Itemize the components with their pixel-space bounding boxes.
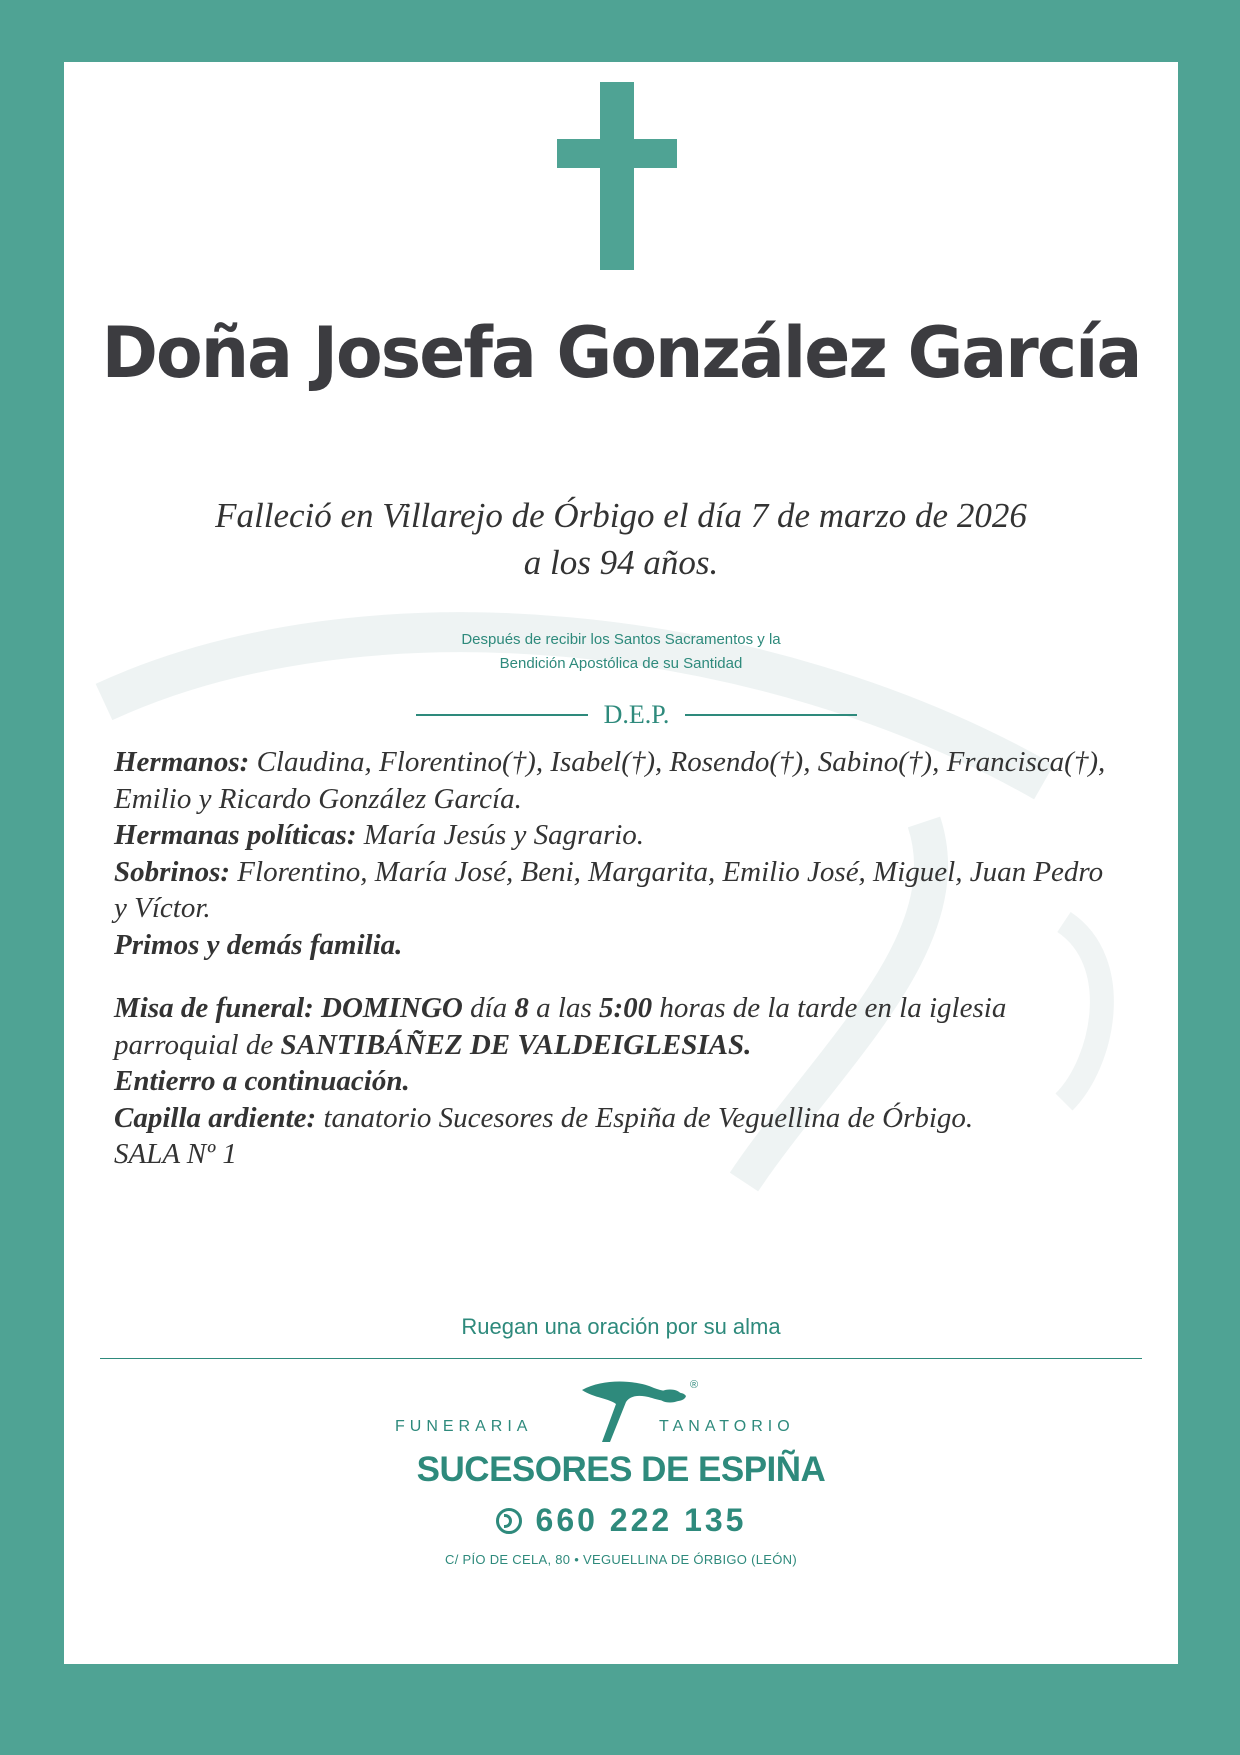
- phone-icon: [496, 1508, 522, 1534]
- nephews-text: Florentino, María José, Beni, Margarita, Emilio José, Miguel, Juan Pedro y Víctor.: [114, 855, 1104, 924]
- sacrament-note: [64, 628, 1178, 676]
- dep-text: D.E.P.: [603, 700, 670, 729]
- death-line-2: a los 94 años.: [523, 543, 719, 582]
- mass-day: DOMINGO: [321, 992, 463, 1024]
- phone-row: [64, 1502, 1178, 1539]
- siblings-label: Hermanos:: [114, 746, 250, 778]
- phone-number[interactable]: 660 222 135: [535, 1502, 747, 1538]
- inlaws-text: María Jesús y Sagrario.: [356, 819, 645, 851]
- company-address: C/ PÍO DE CELA, 80 • VEGUELLINA DE ÓRBIGO (LEÓN): [445, 1552, 797, 1567]
- room-entry: SALA Nº 1: [114, 1138, 237, 1170]
- nephews-entry: [114, 854, 1114, 927]
- prayer-request: Ruegan una oración por su alma: [461, 1314, 781, 1339]
- mass-date: 8: [514, 992, 529, 1024]
- burial-text: Entierro a continuación.: [114, 1065, 410, 1097]
- inlaws-label: Hermanas políticas:: [114, 819, 357, 851]
- footer-divider: [100, 1358, 1142, 1359]
- mass-text-1: día: [462, 992, 515, 1024]
- deceased-name: Doña Josefa González García: [101, 312, 1141, 394]
- sacrament-line-2: Bendición Apostólica de su Santidad: [499, 655, 743, 672]
- funeraria-label: FUNERARIA: [395, 1418, 533, 1435]
- tanatorio-label: TANATORIO: [659, 1418, 795, 1435]
- nephews-label: Sobrinos:: [114, 855, 231, 888]
- sacrament-line-1: Después de recibir los Santos Sacramentos y la: [461, 631, 781, 648]
- siblings-text: Claudina, Florentino(†), Isabel(†), Rosendo(†), Sabino(†), Francisca(†), Emilio y Ricardo González García.: [114, 746, 1106, 815]
- mass-text-2: a las: [528, 992, 599, 1024]
- chapel-entry: [114, 1100, 1124, 1137]
- inlaws-entry: [114, 817, 1114, 854]
- funeral-details: [114, 990, 1124, 1173]
- dep-line-right: [685, 714, 857, 716]
- registered-mark: ®: [690, 1379, 699, 1391]
- mass-text-3: horas de la tarde en la iglesia parroquial de: [114, 992, 1007, 1061]
- chapel-text: tanatorio Sucesores de Espiña de Veguellina de Órbigo.: [316, 1101, 974, 1134]
- mass-time: 5:00: [599, 992, 653, 1024]
- cousins-entry: [114, 927, 1114, 964]
- cousins-text: Primos y demás familia.: [114, 928, 403, 961]
- burial-entry: [114, 1063, 1124, 1100]
- obituary-sheet: [64, 62, 1178, 1664]
- siblings-entry: [114, 744, 1114, 817]
- company-name: SUCESORES DE ESPIÑA: [416, 1450, 826, 1489]
- chapel-label: Capilla ardiente:: [114, 1101, 317, 1134]
- mass-place: SANTIBÁÑEZ DE VALDEIGLESIAS.: [280, 1028, 752, 1061]
- cross-icon: [557, 82, 677, 282]
- mass-entry: [114, 990, 1124, 1063]
- family-list: [114, 744, 1114, 963]
- dep-line-left: [416, 714, 588, 716]
- mass-label: Misa de funeral:: [114, 992, 314, 1024]
- death-notice: [64, 492, 1178, 586]
- dep-divider: [324, 695, 949, 735]
- death-line-1: Falleció en Villarejo de Órbigo el día 7 de marzo de 2026: [215, 496, 1027, 535]
